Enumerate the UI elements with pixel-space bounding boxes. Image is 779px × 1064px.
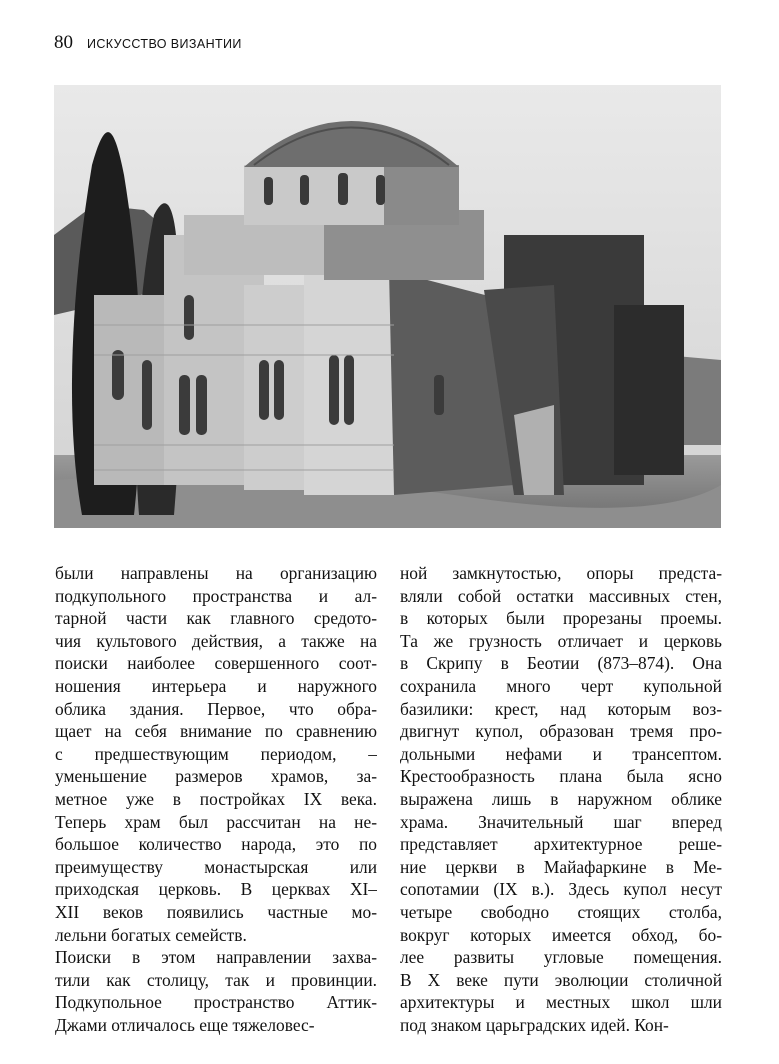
- text-line: В X веке пути эволюции столичной: [400, 969, 722, 990]
- text-line: ние церкви в Майафаркине в Ме-: [400, 856, 722, 877]
- text-line: приходская церковь. В церквах XI–: [55, 879, 377, 900]
- text-line: четыре свободно стоящих столба,: [400, 901, 722, 922]
- text-line: тарной части как главного средото-: [55, 608, 377, 629]
- text-line: представляет архитектурное реше-: [400, 834, 722, 855]
- text-line: в которых были прорезаны проемы.: [400, 608, 722, 629]
- text-line: поиски наиболее совершенного соот-: [55, 653, 377, 674]
- church-photograph: [54, 85, 721, 528]
- text-line: облика здания. Первое, что обра-: [55, 698, 377, 719]
- text-line: Поиски в этом направлении захва-: [55, 947, 377, 968]
- text-line: под знаком царьградских идей. Кон-: [400, 1014, 669, 1035]
- text-line: в Скрипу в Беотии (873–874). Она: [400, 653, 722, 674]
- text-line: метное уже в постройках IX века.: [55, 788, 377, 809]
- page-header: [54, 32, 242, 60]
- text-line: архитектуры и местных школ шли: [400, 992, 722, 1013]
- text-line: Та же грузность отличает и церковь: [400, 630, 722, 651]
- text-line: выражена лишь в наружном облике: [400, 788, 722, 809]
- text-line: дольными нефами и трансептом.: [400, 743, 722, 764]
- text-line: тили как столицу, так и провинции.: [55, 969, 377, 990]
- text-line: с предшествующим периодом, –: [55, 743, 377, 764]
- text-line: чия культового действия, а также на: [55, 630, 377, 651]
- text-line: большое количество народа, это по: [55, 834, 377, 855]
- text-line: ной замкнутостью, опоры предста-: [400, 563, 722, 583]
- text-line: были направлены на организацию: [55, 563, 377, 583]
- running-title: ИСКУССТВО ВИЗАНТИИ: [87, 37, 242, 51]
- text-line: Джами отличалось еще тяжеловес-: [55, 1014, 315, 1035]
- text-line: сохранила много черт купольной: [400, 675, 722, 696]
- text-line: вокруг которых имеется обход, бо-: [400, 924, 722, 945]
- text-line: Теперь храм был рассчитан на не-: [55, 811, 377, 832]
- text-line: XII веков появились частные мо-: [55, 901, 377, 922]
- church-photo-illustration: [54, 85, 721, 528]
- text-line: щает на себя внимание по сравнению: [55, 721, 377, 742]
- left-text-column: [55, 562, 377, 1036]
- text-line: базилики: крест, над которым воз-: [400, 698, 722, 719]
- right-text-column: [400, 562, 722, 1036]
- text-line: уменьшение размеров храмов, за-: [55, 766, 377, 787]
- text-line: вляли собой остатки массивных стен,: [400, 585, 722, 606]
- text-line: храма. Значительный шаг вперед: [400, 811, 722, 832]
- text-line: лельни богатых семейств.: [55, 924, 247, 945]
- text-line: Крестообразность плана была ясно: [400, 766, 722, 787]
- text-line: Подкупольное пространство Аттик-: [55, 992, 377, 1013]
- text-line: подкупольного пространства и ал-: [55, 585, 377, 606]
- text-line: преимуществу монастырская или: [55, 856, 377, 877]
- text-line: двигнут купол, образован тремя про-: [400, 721, 722, 742]
- text-line: ношения интерьера и наружного: [55, 675, 377, 696]
- text-line: лее развиты угловые помещения.: [400, 947, 722, 968]
- text-line: сопотамии (IX в.). Здесь купол несут: [400, 879, 722, 900]
- page-number: 80: [54, 32, 73, 53]
